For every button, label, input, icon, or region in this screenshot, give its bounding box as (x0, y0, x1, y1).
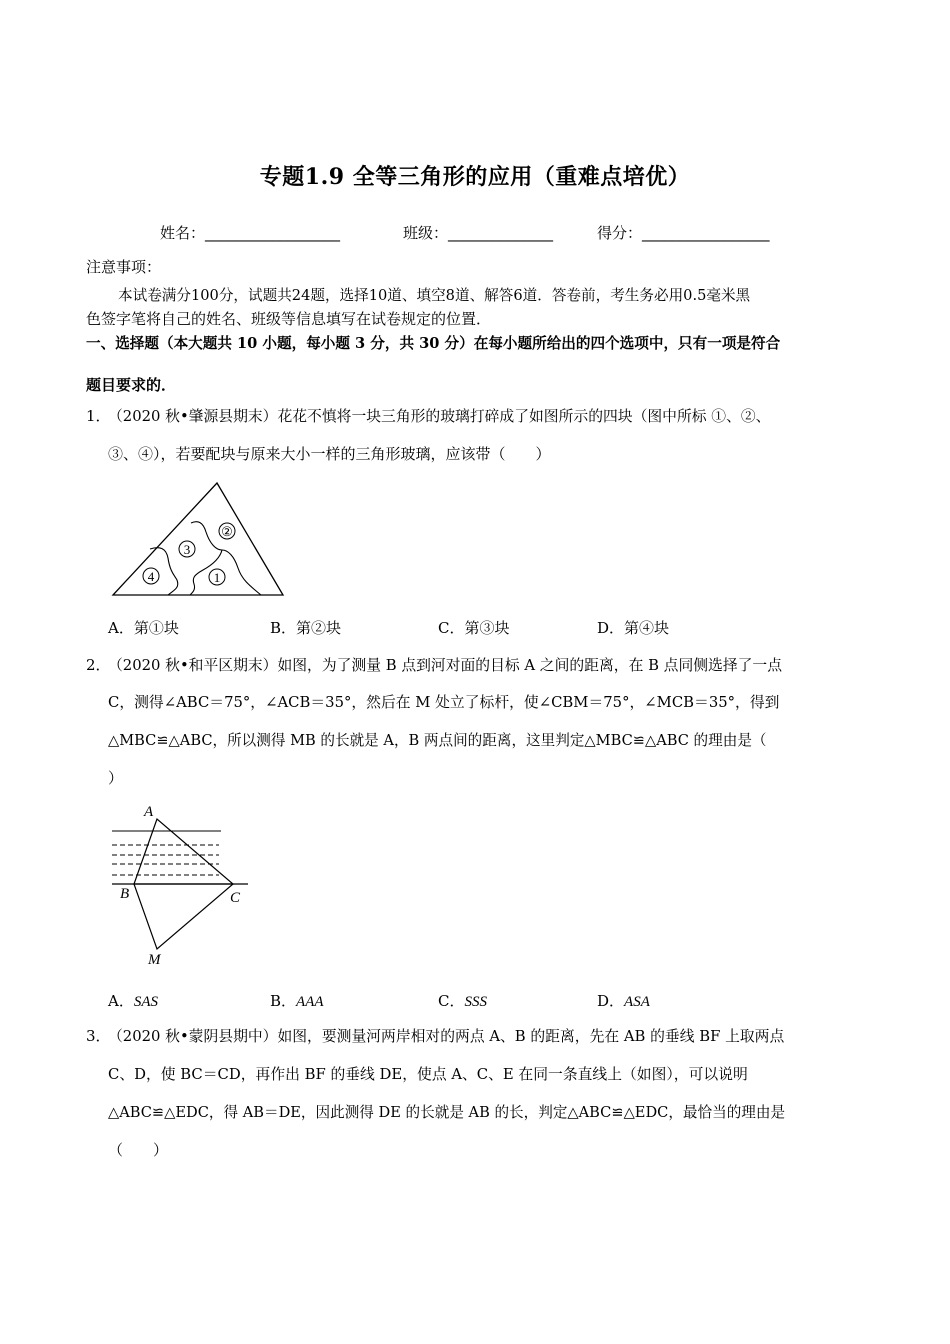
name-label: 姓名： (160, 224, 206, 242)
q1-line-1: （2020 秋•肇源县期末）花花不慎将一块三角形的玻璃打碎成了如图所示的四块（图中所标 ①、②、 (108, 408, 771, 425)
notice-line-2: 色签字笔将自己的姓名、班级等信息填写在试卷规定的位置． (86, 310, 492, 328)
q1-fig-label-4: 4 (147, 569, 155, 584)
notice-heading: 注意事项： (86, 258, 162, 276)
q1-option-a[interactable]: A．第①块 (108, 619, 179, 637)
q1-number: 1． (86, 407, 111, 425)
q2-option-b[interactable]: B．AAA (270, 992, 324, 1010)
q1-option-c[interactable]: C．第③块 (438, 619, 510, 637)
q1-line-2: ③、④），若要配块与原来大小一样的三角形玻璃，应该带（ ） (108, 445, 551, 463)
score-blank[interactable]: _________________ (642, 224, 770, 242)
q3-line-3: △ABC≌△EDC，得 AB＝DE，因此测得 DE 的长就是 AB 的长，判定△ABC≌△EDC，最恰当的理由是 (108, 1104, 786, 1121)
q2-line-4: ） (108, 769, 124, 787)
q1-fig-label-2: ② (221, 524, 233, 539)
q2-fig-label-a: A (144, 804, 154, 820)
page-title: 专题1.9 全等三角形的应用（重难点培优） (259, 164, 691, 190)
q1-option-b[interactable]: B．第②块 (270, 619, 342, 637)
q2-line-2: C，测得∠ABC＝75°，∠ACB＝35°，然后在 M 处立了标杆，使∠CBM＝75°，∠MCB＝35°，得到 (108, 694, 780, 711)
class-blank[interactable]: ______________ (448, 224, 554, 242)
q3-line-4: （ ） (108, 1141, 169, 1159)
q2-fig-label-c: C (230, 890, 241, 906)
name-blank[interactable]: __________________ (205, 224, 341, 242)
q2-river-triangle-figure (108, 798, 258, 968)
q2-option-d[interactable]: D．ASA (597, 992, 650, 1010)
class-label: 班级： (403, 224, 449, 242)
q2-option-c[interactable]: C．SSS (438, 992, 487, 1010)
q3-line-2: C、D，使 BC＝CD，再作出 BF 的垂线 DE，使点 A、C、E 在同一条直线上（如图），可以说明 (108, 1066, 748, 1083)
score-label: 得分： (597, 224, 643, 242)
score-field[interactable] (597, 222, 770, 243)
q2-number: 2． (86, 656, 111, 674)
q3-number: 3． (86, 1027, 111, 1045)
section-heading-line-2: 题目要求的． (86, 376, 177, 394)
q2-fig-label-b: B (120, 886, 130, 902)
class-field[interactable] (403, 222, 553, 243)
q1-broken-glass-figure (110, 480, 290, 600)
q2-fig-label-m: M (148, 952, 161, 968)
q1-option-d[interactable]: D．第④块 (597, 619, 670, 637)
q1-fig-label-1: 1 (213, 570, 221, 585)
q3-line-1: （2020 秋•蒙阴县期中）如图，要测量河两岸相对的两点 A、B 的距离，先在 AB 的垂线 BF 上取两点 (108, 1028, 785, 1045)
section-heading-line-1: 一、选择题（本大题共 10 小题，每小题 3 分，共 30 分）在每小题所给出的四个选项中，只有一项是符合 (86, 335, 781, 352)
q2-line-3: △MBC≌△ABC，所以测得 MB 的长就是 A，B 两点间的距离，这里判定△MBC≌△ABC 的理由是（ (108, 732, 767, 749)
q2-line-1: （2020 秋•和平区期末）如图，为了测量 B 点到河对面的目标 A 之间的距离，在 B 点同侧选择了一点 (108, 657, 783, 674)
name-field[interactable] (160, 222, 340, 243)
q2-option-a[interactable]: A．SAS (108, 992, 159, 1010)
notice-line-1: 本试卷满分100分，试题共24题，选择10道、填空8道、解答6道．答卷前，考生务必用0.5毫米黑 (118, 287, 751, 304)
q1-fig-label-3: 3 (183, 542, 191, 557)
